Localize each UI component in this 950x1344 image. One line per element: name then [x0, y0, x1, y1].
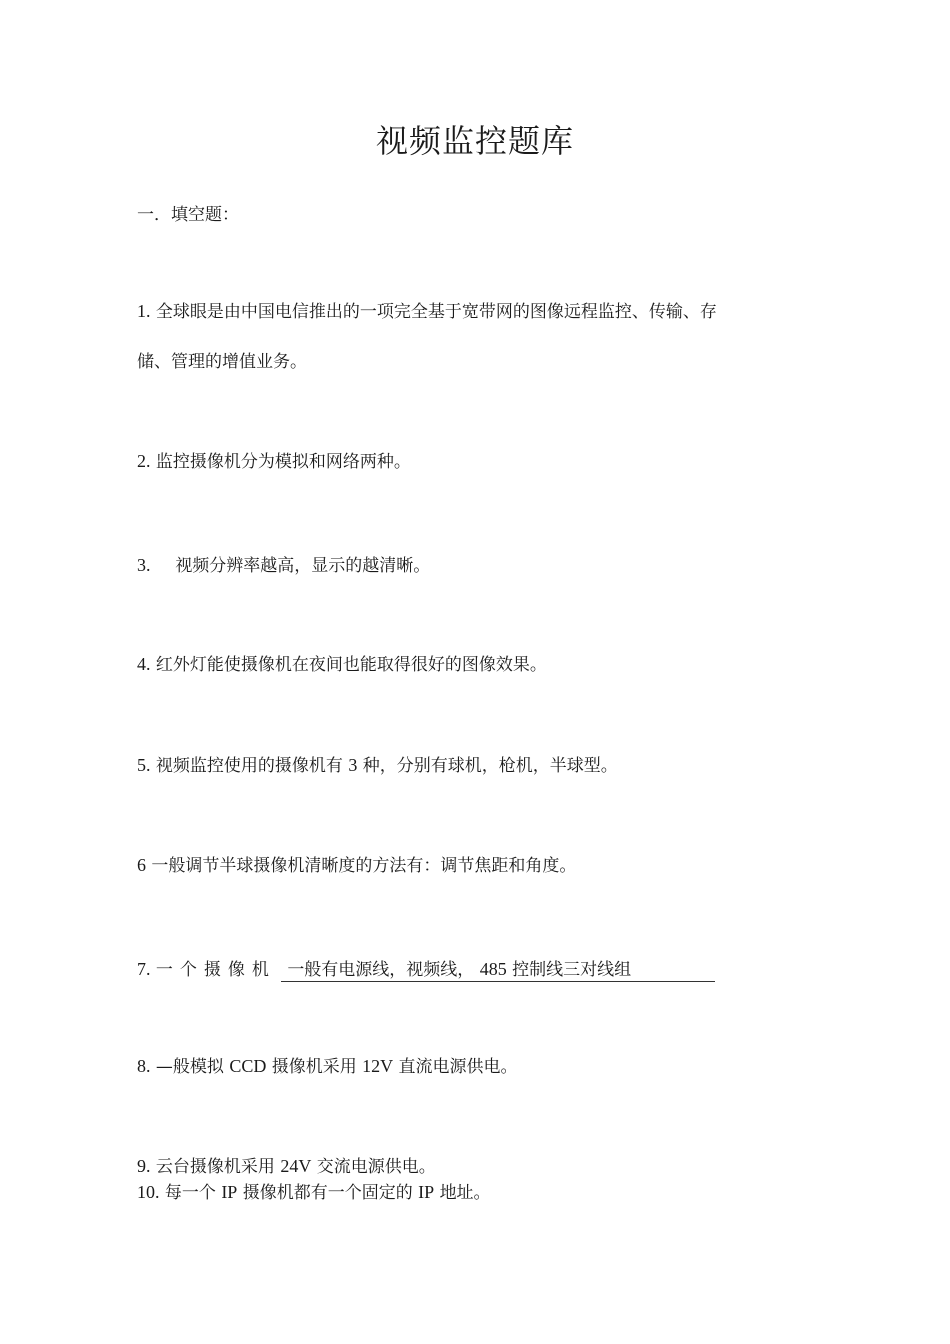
answer-text-a: 一般有电源线，视频线， — [287, 960, 475, 980]
question-text-b: 摄像机都有一个固定的 — [242, 1183, 413, 1203]
question-text: 红外灯能使摄像机在夜间也能取得很好的图像效果。 — [155, 655, 547, 675]
question-10 — [137, 1178, 491, 1203]
question-number: 8. — [137, 1056, 151, 1076]
question-text: 视频分辨率越高，显示的越清晰。 — [175, 556, 431, 576]
answer-text-b: 控制线三对线组 — [512, 960, 632, 980]
question-text-a: 每一个 — [164, 1183, 216, 1203]
question-1-line-2: 储、管理的增值业务。 — [137, 352, 307, 372]
question-number: 1. — [137, 301, 151, 321]
ip-label: IP — [221, 1182, 238, 1202]
question-text: 全球眼是由中国电信推出的一项完全基于宽带网的图像远程监控、传输、存 — [155, 302, 717, 322]
question-prompt: 一个摄像机 — [155, 960, 276, 980]
question-5 — [137, 751, 618, 776]
question-number: 3. — [137, 555, 151, 575]
question-3 — [137, 551, 430, 576]
question-text-b: 交流电源供电。 — [316, 1157, 436, 1177]
question-number: 9. — [137, 1156, 151, 1176]
question-7 — [137, 955, 715, 982]
question-text-c: 直流电源供电。 — [398, 1057, 518, 1077]
voltage-value: 24V — [280, 1156, 312, 1176]
ccd-label: CCD — [229, 1056, 267, 1076]
question-text-b: 摄像机采用 — [271, 1057, 357, 1077]
document-title: 视频监控题库 — [375, 122, 574, 160]
question-number: 4. — [137, 654, 151, 674]
question-number: 5. — [137, 755, 151, 775]
question-number: 2. — [137, 451, 151, 471]
answer-blank — [281, 958, 715, 982]
question-number: 6 — [137, 855, 146, 875]
question-number: 10. — [137, 1182, 160, 1202]
voltage-value: 12V — [362, 1056, 394, 1076]
question-2 — [137, 447, 411, 472]
question-number: 7. — [137, 959, 151, 979]
ip-label: IP — [418, 1182, 435, 1202]
question-text-a: 视频监控使用的摄像机有 — [155, 756, 343, 776]
question-text-b: 种，分别有球机，枪机，半球型。 — [362, 756, 618, 776]
question-9 — [137, 1152, 436, 1177]
answer-number: 485 — [479, 959, 507, 979]
question-8 — [137, 1052, 518, 1077]
question-6 — [137, 851, 576, 876]
question-text-a: 云台摄像机采用 — [155, 1157, 275, 1177]
section-heading: 一．填空题： — [137, 205, 239, 225]
question-text: 一般调节半球摄像机清晰度的方法有：调节焦距和角度。 — [151, 856, 577, 876]
question-1-line-1 — [137, 297, 717, 322]
question-text: 监控摄像机分为模拟和网络两种。 — [155, 452, 411, 472]
question-text-c: 地址。 — [439, 1183, 491, 1203]
question-text-a: —般模拟 — [155, 1057, 224, 1077]
question-4 — [137, 650, 547, 675]
camera-count: 3 — [348, 755, 358, 775]
